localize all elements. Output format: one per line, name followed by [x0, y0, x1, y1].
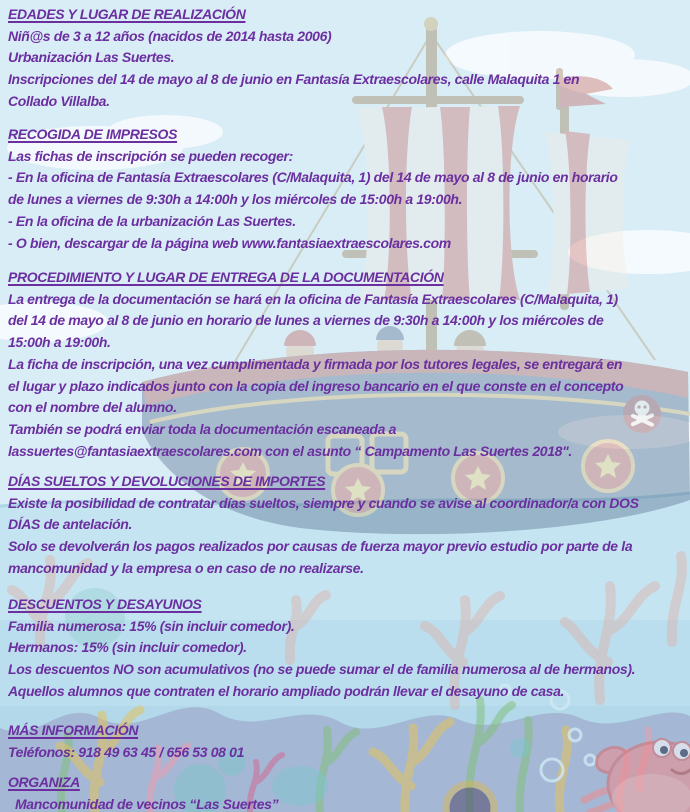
- text-line: La entrega de la documentación se hará en la oficina de Fantasía Extraescolares (C/Malaquita, 1): [8, 290, 618, 307]
- text-line website-url: - O bien, descargar de la página web www.fantasiaextraescolares.com: [8, 234, 451, 251]
- section-heading: MÁS INFORMACIÓN: [8, 722, 139, 738]
- section-procedimiento-entrega: [8, 267, 690, 462]
- section-heading: RECOGIDA DE IMPRESOS: [8, 126, 178, 142]
- text-line: Aquellos alumnos que contraten el horario ampliado podrán llevar el desayuno de casa.: [8, 682, 565, 699]
- text-line phone-numbers: Teléfonos: 918 49 63 45 / 656 53 08 01: [8, 743, 245, 760]
- text-line: Solo se devolverán los pagos realizados por causas de fuerza mayor previo estudio por parte de la: [8, 538, 633, 555]
- text-line: con el nombre del alumno.: [8, 399, 177, 416]
- text-line email-address: lassuertes@fantasiaextraescolares.com con el asunto “ Campamento Las Suertes 2018".: [8, 442, 572, 459]
- text-line: Los descuentos NO son acumulativos (no se puede sumar el de familia numerosa al de hermanos).: [8, 661, 636, 678]
- text-line: La ficha de inscripción, una vez cumplimentada y firmada por los tutores legales, se entregará en: [8, 355, 623, 372]
- text-line: Collado Villalba.: [8, 92, 110, 109]
- text-line: de lunes a viernes de 9:30h a 14:00h y los miércoles de 15:00h a 19:00h.: [8, 191, 463, 208]
- text-line: También se podrá enviar toda la documentación escaneada a: [8, 420, 396, 437]
- text-line: Las fichas de inscripción se pueden recoger:: [8, 147, 293, 164]
- section-descuentos-desayunos: [8, 594, 690, 703]
- section-heading: EDADES Y LUGAR DE REALIZACIÓN: [8, 6, 246, 22]
- text-line: mancomunidad y la empresa o en caso de no realizarse.: [8, 559, 364, 576]
- section-heading: DESCUENTOS Y DESAYUNOS: [8, 596, 202, 612]
- text-line: 15:00h a 19:00h.: [8, 334, 111, 351]
- section-organiza: [8, 772, 690, 812]
- section-heading: DÍAS SUELTOS Y DEVOLUCIONES DE IMPORTES: [8, 473, 326, 489]
- text-line organizer-name: Mancomunidad de vecinos “Las Suertes”: [15, 795, 279, 812]
- text-line: Urbanización Las Suertes.: [8, 49, 175, 66]
- text-line: - En la oficina de Fantasía Extraescolares (C/Malaquita, 1) del 14 de mayo al 8 de junio en horario: [8, 169, 618, 186]
- section-heading: PROCEDIMIENTO Y LUGAR DE ENTREGA DE LA DOCUMENTACIÓN: [8, 269, 444, 285]
- text-line: Inscripciones del 14 de mayo al 8 de junio en Fantasía Extraescolares, calle Malaquita 1 en: [8, 71, 580, 88]
- section-dias-sueltos: [8, 471, 690, 580]
- text-line: - En la oficina de la urbanización Las Suertes.: [8, 212, 296, 229]
- text-line: Existe la posibilidad de contratar días sueltos, siempre y cuando se avise al coordinador/a con DOS: [8, 494, 639, 511]
- section-mas-informacion: [8, 720, 690, 763]
- section-heading: ORGANIZA: [8, 774, 80, 790]
- text-line: el lugar y plazo indicados junto con la copia del ingreso bancario en el que conste en el concepto: [8, 377, 624, 394]
- text-line: DÍAS de antelación.: [8, 516, 133, 533]
- text-line: Niñ@s de 3 a 12 años (nacidos de 2014 hasta 2006): [8, 27, 332, 44]
- text-line: Familia numerosa: 15% (sin incluir comedor).: [8, 617, 295, 634]
- section-recogida-de-impresos: [8, 124, 690, 254]
- text-line: del 14 de mayo al 8 de junio en horario de lunes a viernes de 9:30h a 14:00h y los miércoles de: [8, 312, 604, 329]
- section-edades-y-lugar: [8, 4, 690, 113]
- text-line: Hermanos: 15% (sin incluir comedor).: [8, 639, 247, 656]
